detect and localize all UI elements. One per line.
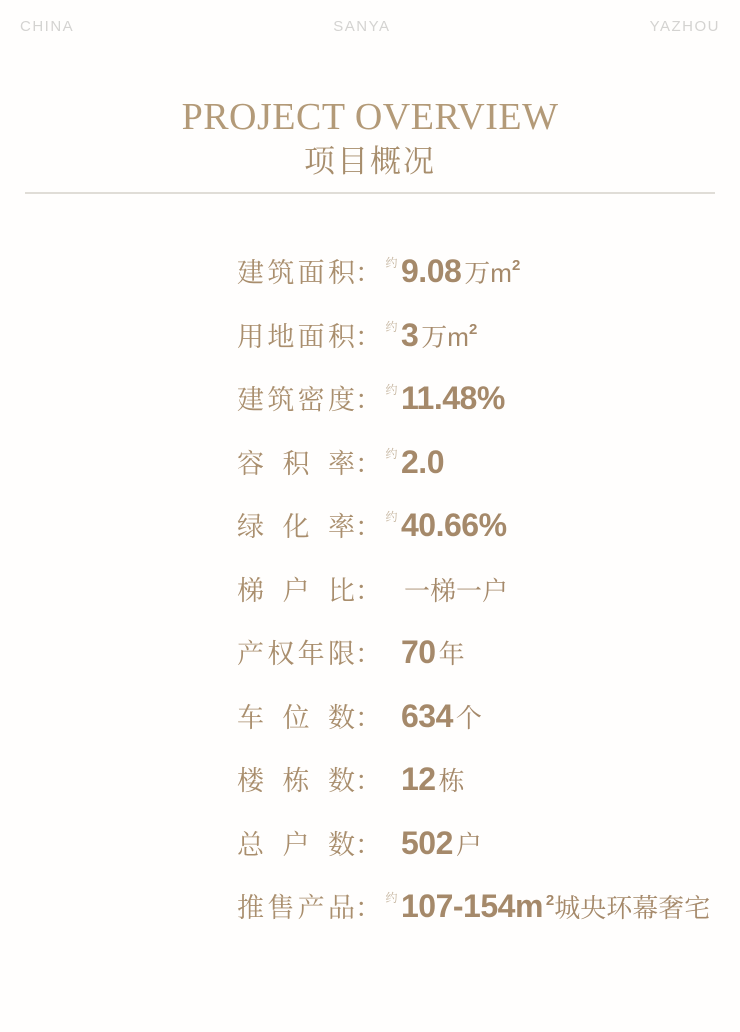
spec-row-building-density [237,378,710,416]
spec-row-parking-count [237,696,710,734]
spec-row-products-for-sale [237,886,711,924]
spec-row-land-area [237,315,710,353]
spec-row-plot-ratio [237,442,710,480]
spec-unit: 个 [455,702,482,733]
corner-captions [20,18,720,35]
approx-mark: 约 [385,891,398,905]
spec-unit: 万m [464,258,512,288]
spec-row-greening-rate [237,505,710,543]
page-title-english: PROJECT OVERVIEW [181,96,559,138]
spec-value [382,253,520,290]
spec-label: 绿化率 [237,512,355,542]
spec-colon: ： [355,258,382,288]
approx-mark: 约 [385,510,398,524]
divider-line [25,192,715,194]
spec-value [382,698,482,735]
spec-colon: ： [355,702,382,733]
spec-value [382,444,447,481]
spec-unit: 年 [438,639,465,669]
spec-value [382,888,710,925]
spec-value [382,507,510,544]
spec-number: 502 [401,824,453,861]
spec-number: 3 [401,316,419,353]
page-title-chinese: 项目概况 [304,144,436,179]
spec-row-building-count [237,759,710,797]
spec-unit: 户 [455,829,482,860]
spec-value [382,380,508,417]
spec-label: 总户数 [237,829,355,860]
spec-colon: ： [355,575,382,606]
spec-label: 用地面积 [237,321,355,352]
approx-mark: 约 [385,256,398,270]
spec-label: 建筑密度 [237,385,355,415]
spec-colon: ： [355,829,382,860]
approx-mark: 约 [385,446,398,461]
approx-mark: 约 [385,319,398,334]
spec-number: 634 [401,697,453,734]
spec-value [382,761,465,798]
spec-label: 梯户比 [237,575,355,606]
corner-label-sanya: SANYA [333,18,391,35]
spec-label: 产权年限 [237,639,355,669]
spec-row-elevator-ratio [237,569,710,606]
spec-unit: 万m [421,321,469,352]
corner-label-china: CHINA [20,18,75,35]
spec-colon: ： [355,766,382,796]
spec-superscript: 2 [511,257,521,274]
spec-superscript: 2 [545,892,555,909]
approx-mark: 约 [385,383,398,397]
spec-number: 70 [401,634,436,670]
spec-value [382,317,477,354]
spec-row-property-term [237,632,710,670]
spec-number: 107-154m [401,888,543,924]
spec-number: 12 [401,761,436,797]
spec-value [382,634,465,671]
spec-label: 推售产品 [237,893,355,923]
spec-label: 容积率 [237,448,355,479]
spec-colon: ： [355,893,382,923]
spec-number: 11.48% [401,380,505,416]
spec-colon: ： [355,385,382,415]
spec-row-household-count [237,823,710,861]
spec-colon: ： [355,512,382,542]
spec-number: 40.66% [401,507,507,543]
spec-row-building-area [237,251,710,289]
spec-value [382,571,508,608]
spec-list [237,251,710,950]
spec-colon: ： [355,321,382,352]
spec-value [382,825,482,862]
spec-unit: 一梯一户 [404,575,509,606]
spec-colon: ： [355,448,382,479]
corner-label-yazhou: YAZHOU [649,18,720,35]
spec-label: 楼栋数 [237,766,355,796]
spec-suffix: 城央环幕奢宅 [554,893,711,923]
spec-superscript: 2 [468,320,478,338]
spec-number: 2.0 [401,443,444,480]
spec-label: 车位数 [237,702,355,733]
spec-label: 建筑面积 [237,258,355,288]
spec-unit: 栋 [438,766,465,796]
spec-number: 9.08 [401,253,462,289]
spec-colon: ： [355,639,382,669]
